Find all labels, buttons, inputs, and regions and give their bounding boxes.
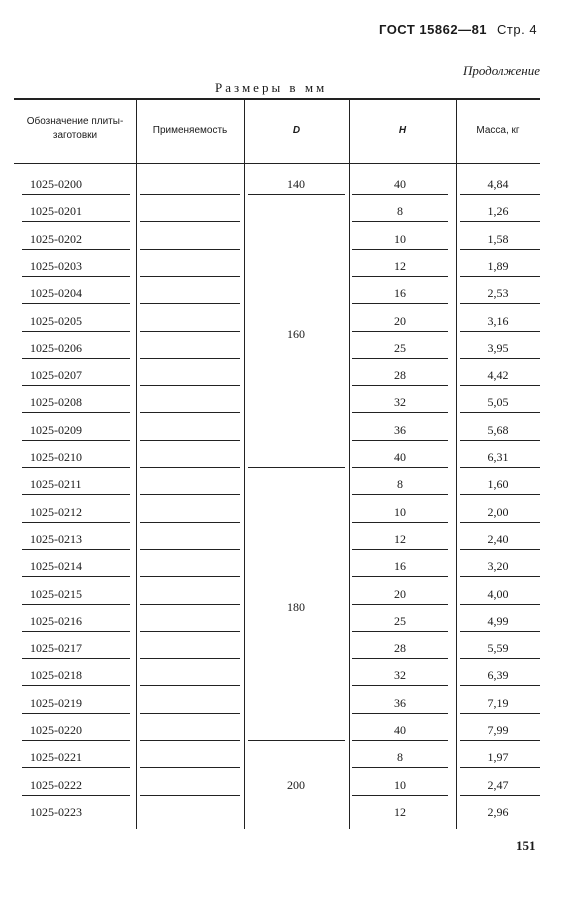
row-rule (352, 331, 448, 332)
row-rule (140, 221, 240, 222)
row-rule (352, 740, 448, 741)
table-row-h-value: 10 (394, 504, 406, 519)
table-row-mass-value: 4,42 (487, 368, 509, 383)
row-rule (352, 685, 448, 686)
table-row-h-value: 10 (394, 231, 406, 246)
row-rule (140, 494, 240, 495)
row-rule (140, 631, 240, 632)
row-rule (22, 276, 130, 277)
table-row-designation: 1025-0212 (30, 504, 82, 519)
row-rule (460, 549, 540, 550)
row-rule (352, 385, 448, 386)
row-rule (352, 249, 448, 250)
row-rule (460, 194, 540, 195)
table-row-mass-value: 1,26 (487, 204, 509, 219)
row-rule (460, 331, 540, 332)
row-rule (460, 467, 540, 468)
row-rule (22, 658, 130, 659)
row-rule (460, 740, 540, 741)
row-rule (140, 767, 240, 768)
page-number: 151 (516, 838, 536, 853)
row-rule (22, 412, 130, 413)
row-rule (140, 522, 240, 523)
row-rule (352, 276, 448, 277)
column-divider (244, 99, 245, 829)
row-rule (352, 576, 448, 577)
table-row-designation: 1025-0210 (30, 450, 82, 464)
column-header-h: H (398, 125, 407, 136)
row-rule (22, 194, 130, 195)
row-rule (460, 249, 540, 250)
row-rule (460, 412, 540, 413)
row-rule (460, 767, 540, 768)
row-rule (352, 358, 448, 359)
row-rule (140, 249, 240, 250)
row-rule (140, 685, 240, 686)
table-row-mass-value: 3,20 (487, 559, 509, 574)
table-row-h-value: 16 (394, 559, 406, 574)
row-rule (460, 522, 540, 523)
table-row-h-value: 16 (394, 286, 406, 301)
table-row-h-value: 40 (394, 723, 406, 737)
row-rule (22, 303, 130, 304)
row-rule (460, 631, 540, 632)
column-header-designation-text: Обозначение плиты-заготовки (26, 116, 124, 141)
row-rule (352, 549, 448, 550)
table-row-h-value: 20 (394, 586, 406, 601)
table-row-h-value: 36 (394, 422, 406, 437)
table-row-mass-value: 4,84 (487, 177, 509, 191)
row-rule (22, 767, 130, 768)
row-rule (140, 549, 240, 550)
row-rule (140, 358, 240, 359)
table-row-mass-value: 5,05 (487, 395, 509, 410)
row-rule (22, 331, 130, 332)
continued-label: Продолжение (462, 63, 540, 78)
table-row-h-value: 25 (394, 613, 406, 628)
table-row-designation: 1025-0222 (30, 777, 82, 792)
row-rule (352, 440, 448, 441)
row-rule (140, 795, 240, 796)
row-rule (140, 604, 240, 605)
table-row-mass-value: 6,39 (487, 668, 509, 683)
table-row-designation: 1025-0213 (30, 531, 82, 546)
table-row-h-value: 8 (397, 204, 403, 219)
table-row-designation: 1025-0215 (30, 586, 82, 601)
table-row-h-value: 32 (394, 395, 406, 410)
row-rule (140, 276, 240, 277)
table-row-mass-value: 2,47 (487, 777, 509, 792)
table-row-mass-value: 5,59 (487, 641, 509, 656)
row-rule (140, 576, 240, 577)
table-row-designation: 1025-0220 (30, 723, 82, 737)
row-rule (352, 221, 448, 222)
table-row-h-value: 8 (397, 477, 403, 492)
table-row-mass-value: 2,96 (487, 804, 509, 819)
row-rule (460, 795, 540, 796)
table-row-mass-value: 5,68 (487, 422, 509, 437)
row-rule (22, 494, 130, 495)
table-row-h-value: 36 (394, 695, 406, 710)
table-row-h-value: 32 (394, 668, 406, 683)
table-row-h-value: 28 (394, 368, 406, 383)
row-rule (22, 549, 130, 550)
row-rule (460, 494, 540, 495)
table-row-h-value: 40 (394, 450, 406, 464)
d-group-value: 140 (287, 177, 305, 191)
table-row-mass-value: 2,40 (487, 531, 509, 546)
row-rule (22, 358, 130, 359)
row-rule (352, 713, 448, 714)
row-rule (22, 713, 130, 714)
table-row-h-value: 28 (394, 641, 406, 656)
row-rule (460, 713, 540, 714)
row-rule (22, 385, 130, 386)
table-row-mass-value: 1,60 (487, 477, 509, 492)
column-divider (136, 99, 137, 829)
table-row-mass-value: 3,16 (487, 313, 509, 328)
row-rule (352, 494, 448, 495)
d-group-value: 160 (287, 327, 305, 342)
row-rule (460, 221, 540, 222)
standard-number: ГОСТ 15862—81 (379, 22, 488, 37)
row-rule (22, 604, 130, 605)
row-rule (140, 412, 240, 413)
row-rule (22, 440, 130, 441)
table-row-mass-value: 7,99 (487, 723, 509, 737)
page-label: Стр. 4 (497, 22, 538, 37)
table-row-designation: 1025-0214 (30, 559, 82, 574)
table-header-rule (14, 163, 540, 164)
table-row-designation: 1025-0217 (30, 641, 82, 656)
d-group-value: 180 (287, 600, 305, 615)
row-rule (460, 303, 540, 304)
table-row-mass-value: 7,19 (487, 695, 509, 710)
table-row-h-value: 12 (394, 804, 406, 819)
row-rule (460, 604, 540, 605)
row-rule (22, 631, 130, 632)
table-row-mass-value: 4,99 (487, 613, 509, 628)
table-row-h-value: 10 (394, 777, 406, 792)
row-rule (352, 604, 448, 605)
row-rule (352, 412, 448, 413)
d-group-rule (248, 740, 345, 741)
d-group-rule (248, 194, 345, 195)
row-rule (352, 467, 448, 468)
row-rule (460, 358, 540, 359)
table-row-designation: 1025-0204 (30, 286, 82, 301)
row-rule (22, 249, 130, 250)
row-rule (460, 576, 540, 577)
table-row-h-value: 25 (394, 340, 406, 355)
table-row-designation: 1025-0209 (30, 422, 82, 437)
table-row-mass-value: 2,53 (487, 286, 509, 301)
table-row-designation: 1025-0223 (30, 804, 82, 819)
table-row-mass-value: 3,95 (487, 340, 509, 355)
row-rule (352, 303, 448, 304)
d-group-rule (248, 467, 345, 468)
row-rule (460, 385, 540, 386)
table-row-h-value: 20 (394, 313, 406, 328)
row-rule (22, 467, 130, 468)
table-row-designation: 1025-0200 (30, 177, 82, 191)
row-rule (460, 440, 540, 441)
row-rule (140, 658, 240, 659)
row-rule (460, 685, 540, 686)
row-rule (140, 303, 240, 304)
table-row-designation: 1025-0211 (30, 477, 82, 492)
table-row-mass-value: 1,97 (487, 750, 509, 765)
table-row-designation: 1025-0221 (30, 750, 82, 765)
table-row-mass-value: 6,31 (487, 450, 509, 464)
table-row-designation: 1025-0216 (30, 613, 82, 628)
document-header (379, 22, 537, 37)
row-rule (140, 467, 240, 468)
row-rule (352, 658, 448, 659)
table-row-designation: 1025-0208 (30, 395, 82, 410)
row-rule (140, 740, 240, 741)
row-rule (460, 658, 540, 659)
row-rule (140, 331, 240, 332)
table-row-h-value: 40 (394, 177, 406, 191)
table-row-designation: 1025-0203 (30, 258, 82, 273)
row-rule (352, 631, 448, 632)
row-rule (22, 221, 130, 222)
column-header-mass: Масса, кг (476, 125, 520, 136)
table-top-rule (14, 98, 540, 100)
row-rule (352, 795, 448, 796)
table-row-h-value: 12 (394, 531, 406, 546)
row-rule (22, 795, 130, 796)
table-row-designation: 1025-0207 (30, 368, 82, 383)
column-header-applicability: Применяемость (152, 125, 228, 136)
row-rule (352, 194, 448, 195)
table-row-mass-value: 4,00 (487, 586, 509, 601)
row-rule (140, 713, 240, 714)
table-row-h-value: 12 (394, 258, 406, 273)
row-rule (140, 440, 240, 441)
row-rule (140, 194, 240, 195)
table-row-mass-value: 1,58 (487, 231, 509, 246)
table-row-mass-value: 1,89 (487, 258, 509, 273)
d-group-value: 200 (287, 777, 305, 792)
row-rule (352, 522, 448, 523)
table-row-designation: 1025-0219 (30, 695, 82, 710)
units-caption: Размеры в мм (215, 80, 328, 95)
column-header-d: D (292, 125, 301, 136)
row-rule (22, 522, 130, 523)
row-rule (460, 276, 540, 277)
table-row-designation: 1025-0201 (30, 204, 82, 219)
table-row-designation: 1025-0205 (30, 313, 82, 328)
row-rule (22, 685, 130, 686)
table-row-designation: 1025-0218 (30, 668, 82, 683)
row-rule (140, 385, 240, 386)
row-rule (22, 576, 130, 577)
table-row-mass-value: 2,00 (487, 504, 509, 519)
column-header-designation (14, 115, 136, 143)
row-rule (22, 740, 130, 741)
table-row-designation: 1025-0206 (30, 340, 82, 355)
row-rule (352, 767, 448, 768)
column-divider (456, 99, 457, 829)
table-row-h-value: 8 (397, 750, 403, 765)
table-row-designation: 1025-0202 (30, 231, 82, 246)
